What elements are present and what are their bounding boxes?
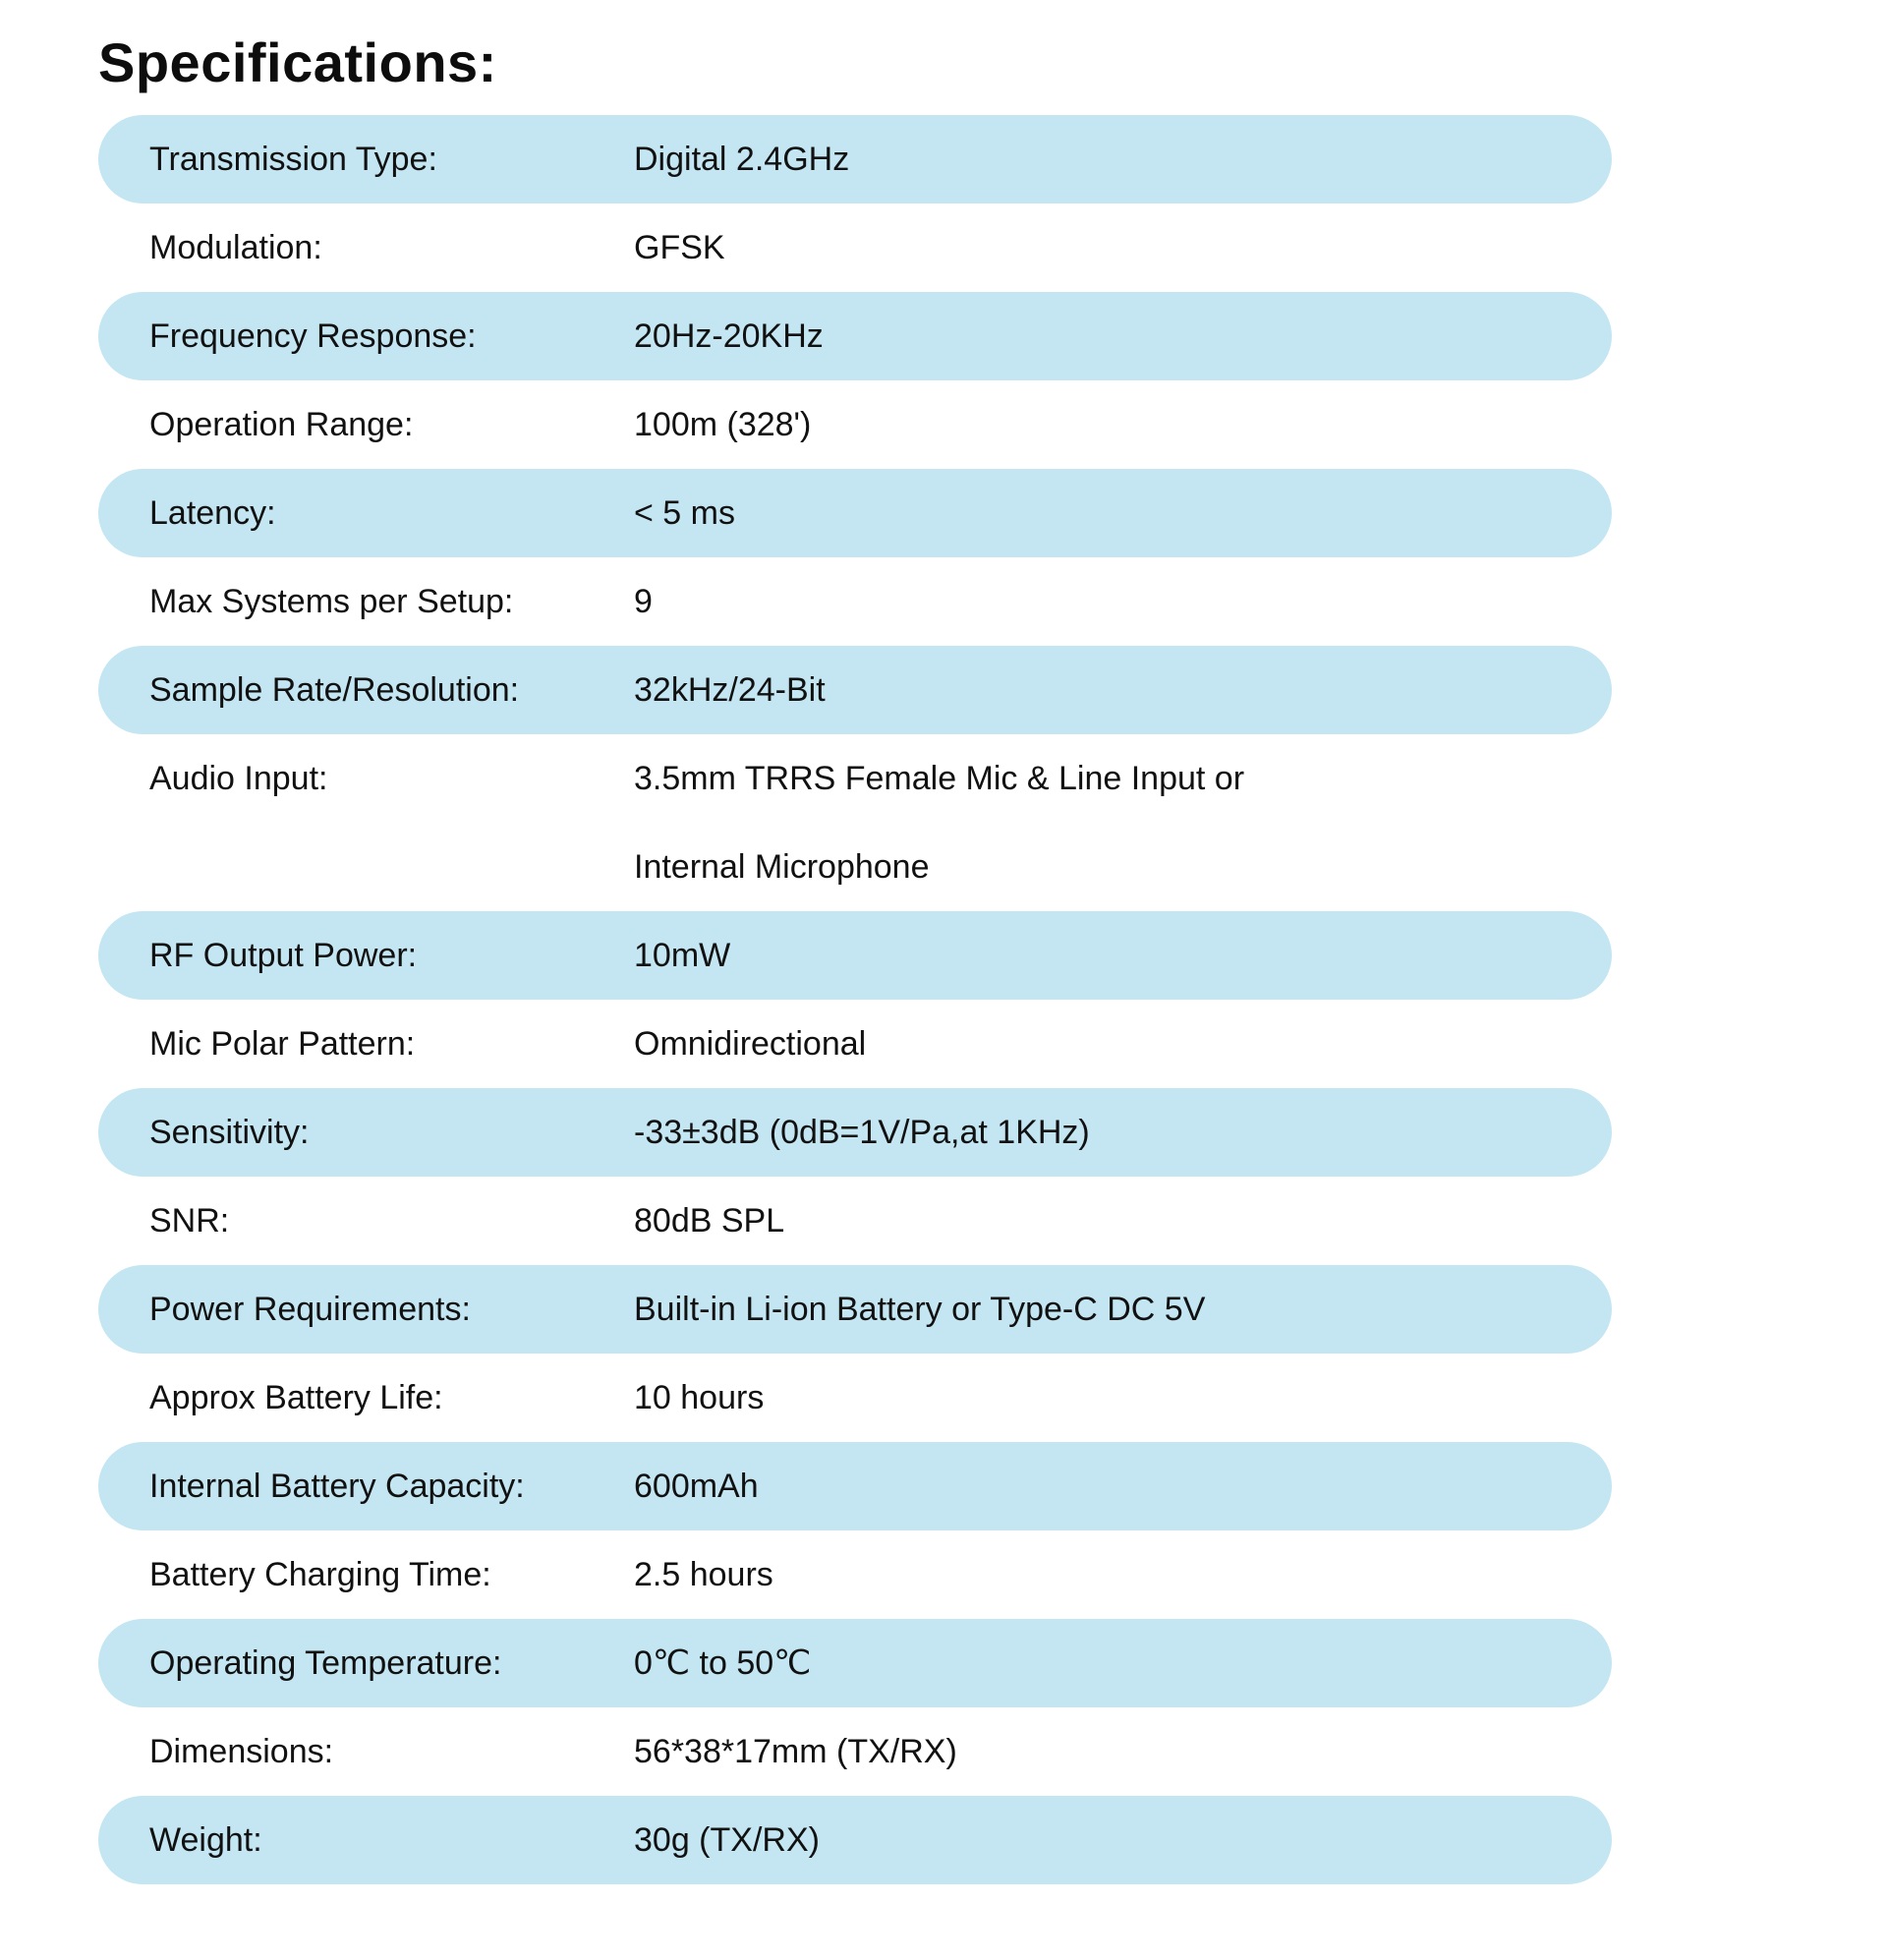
table-row xyxy=(98,1000,1612,1088)
table-row xyxy=(98,734,1612,911)
table-row xyxy=(98,203,1612,292)
spec-value: 600mAh xyxy=(634,1468,759,1506)
spec-value xyxy=(634,734,1612,911)
spec-label: SNR: xyxy=(149,1202,230,1240)
page-title: Specifications: xyxy=(98,31,497,93)
spec-value: 0℃ to 50℃ xyxy=(634,1644,812,1683)
spec-label: RF Output Power: xyxy=(149,937,418,975)
table-row xyxy=(98,1619,1612,1707)
spec-value: 30g (TX/RX) xyxy=(634,1821,820,1860)
spec-label: Operation Range: xyxy=(149,406,414,444)
spec-value: 9 xyxy=(634,583,653,621)
table-row xyxy=(98,646,1612,734)
spec-label: Approx Battery Life: xyxy=(149,1379,443,1417)
specifications-table xyxy=(98,115,1612,1884)
spec-value: Digital 2.4GHz xyxy=(634,141,850,179)
spec-value: 100m (328') xyxy=(634,406,812,444)
spec-label: Sensitivity: xyxy=(149,1114,310,1152)
table-row xyxy=(98,1707,1612,1796)
table-row xyxy=(98,1442,1612,1530)
table-row xyxy=(98,469,1612,557)
spec-value: 10mW xyxy=(634,937,731,975)
table-row xyxy=(98,1530,1612,1619)
spec-label: Power Requirements: xyxy=(149,1291,471,1329)
table-row xyxy=(98,1796,1612,1884)
spec-value: GFSK xyxy=(634,229,725,267)
spec-label: Weight: xyxy=(149,1821,262,1860)
spec-value-line: 3.5mm TRRS Female Mic & Line Input or xyxy=(634,760,1245,798)
spec-value: < 5 ms xyxy=(634,494,735,533)
spec-value: 10 hours xyxy=(634,1379,765,1417)
spec-label: Modulation: xyxy=(149,229,322,267)
table-row xyxy=(98,292,1612,380)
table-row xyxy=(98,1177,1612,1265)
spec-label: Frequency Response: xyxy=(149,317,477,356)
spec-label: Mic Polar Pattern: xyxy=(149,1025,416,1064)
spec-value: -33±3dB (0dB=1V/Pa,at 1KHz) xyxy=(634,1114,1090,1152)
spec-value: Omnidirectional xyxy=(634,1025,867,1064)
spec-label: Audio Input: xyxy=(149,760,328,798)
spec-label: Internal Battery Capacity: xyxy=(149,1468,525,1506)
spec-label: Max Systems per Setup: xyxy=(149,583,514,621)
table-row xyxy=(98,380,1612,469)
spec-value: 32kHz/24-Bit xyxy=(634,671,826,710)
table-row xyxy=(98,1088,1612,1177)
spec-value: 20Hz-20KHz xyxy=(634,317,824,356)
spec-label: Battery Charging Time: xyxy=(149,1556,491,1594)
spec-value: 56*38*17mm (TX/RX) xyxy=(634,1733,957,1771)
spec-label: Latency: xyxy=(149,494,276,533)
spec-value-line: Internal Microphone xyxy=(634,848,930,887)
spec-label: Transmission Type: xyxy=(149,141,437,179)
table-row xyxy=(98,1265,1612,1354)
spec-value: 80dB SPL xyxy=(634,1202,785,1240)
spec-value: 2.5 hours xyxy=(634,1556,773,1594)
spec-value: Built-in Li-ion Battery or Type-C DC 5V xyxy=(634,1291,1206,1329)
table-row xyxy=(98,557,1612,646)
table-row xyxy=(98,911,1612,1000)
spec-label: Sample Rate/Resolution: xyxy=(149,671,520,710)
specifications-page xyxy=(0,29,1887,1960)
spec-label: Operating Temperature: xyxy=(149,1644,502,1683)
table-row xyxy=(98,115,1612,203)
spec-label: Dimensions: xyxy=(149,1733,334,1771)
table-row xyxy=(98,1354,1612,1442)
